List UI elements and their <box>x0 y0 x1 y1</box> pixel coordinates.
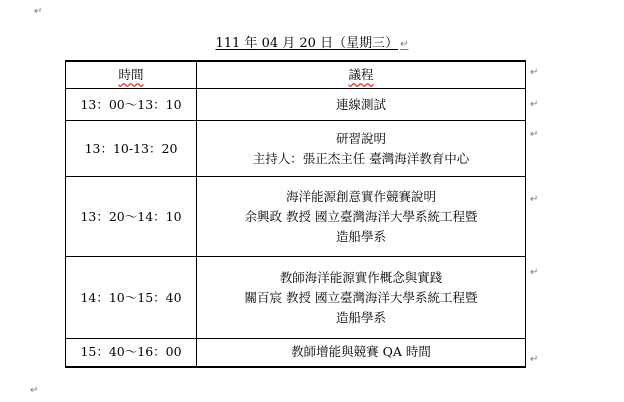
agenda-cell <box>197 89 526 121</box>
agenda-line: 關百宸 教授 國立臺灣海洋大學系統工程暨 <box>244 289 478 305</box>
agenda-line: 教師增能與競賽 QA 時間 <box>291 344 431 360</box>
table-row <box>66 177 526 257</box>
date-title-text: 111 年 04 月 20 日（星期三） <box>215 36 399 51</box>
time-cell: 14：10～15：40 <box>66 257 197 339</box>
row-end-mark: ↵ <box>530 129 539 140</box>
paragraph-mark: ↵ <box>30 385 39 396</box>
agenda-line: 海洋能源創意實作競賽說明 <box>285 188 436 204</box>
agenda-line: 研習說明 <box>335 130 386 146</box>
agenda-table <box>65 60 526 368</box>
row-end-mark: ↵ <box>530 99 539 110</box>
agenda-column-header: 議程 <box>197 61 526 89</box>
time-column-header: 時間 <box>66 61 197 89</box>
agenda-cell <box>197 339 526 367</box>
time-cell: 13：00～13：10 <box>66 89 197 121</box>
time-cell: 15：40～16：00 <box>66 339 197 367</box>
table-row <box>66 257 526 339</box>
agenda-line: 教師海洋能源實作概念與實踐 <box>279 269 443 285</box>
agenda-line: 主持人：張正杰主任 臺灣海洋教育中心 <box>252 150 470 166</box>
table-header-row <box>66 61 526 89</box>
time-cell: 13：10-13：20 <box>66 121 197 177</box>
date-title: 111 年 04 月 20 日（星期三） ↵ <box>215 36 409 51</box>
agenda-cell <box>197 177 526 257</box>
time-cell: 13：20～14：10 <box>66 177 197 257</box>
agenda-cell <box>197 121 526 177</box>
agenda-cell <box>197 257 526 339</box>
table-row <box>66 339 526 367</box>
table-row <box>66 89 526 121</box>
agenda-line: 余興政 教授 國立臺灣海洋大學系統工程暨 <box>244 208 478 224</box>
paragraph-mark: ↵ <box>34 6 43 17</box>
table-row <box>66 121 526 177</box>
row-end-mark: ↵ <box>530 267 539 278</box>
row-end-mark: ↵ <box>530 67 539 78</box>
row-end-mark: ↵ <box>530 194 539 205</box>
agenda-line: 連線測試 <box>335 96 386 112</box>
agenda-line: 造船學系 <box>335 228 386 244</box>
row-end-mark: ↵ <box>530 354 539 365</box>
agenda-line: 造船學系 <box>335 309 386 325</box>
